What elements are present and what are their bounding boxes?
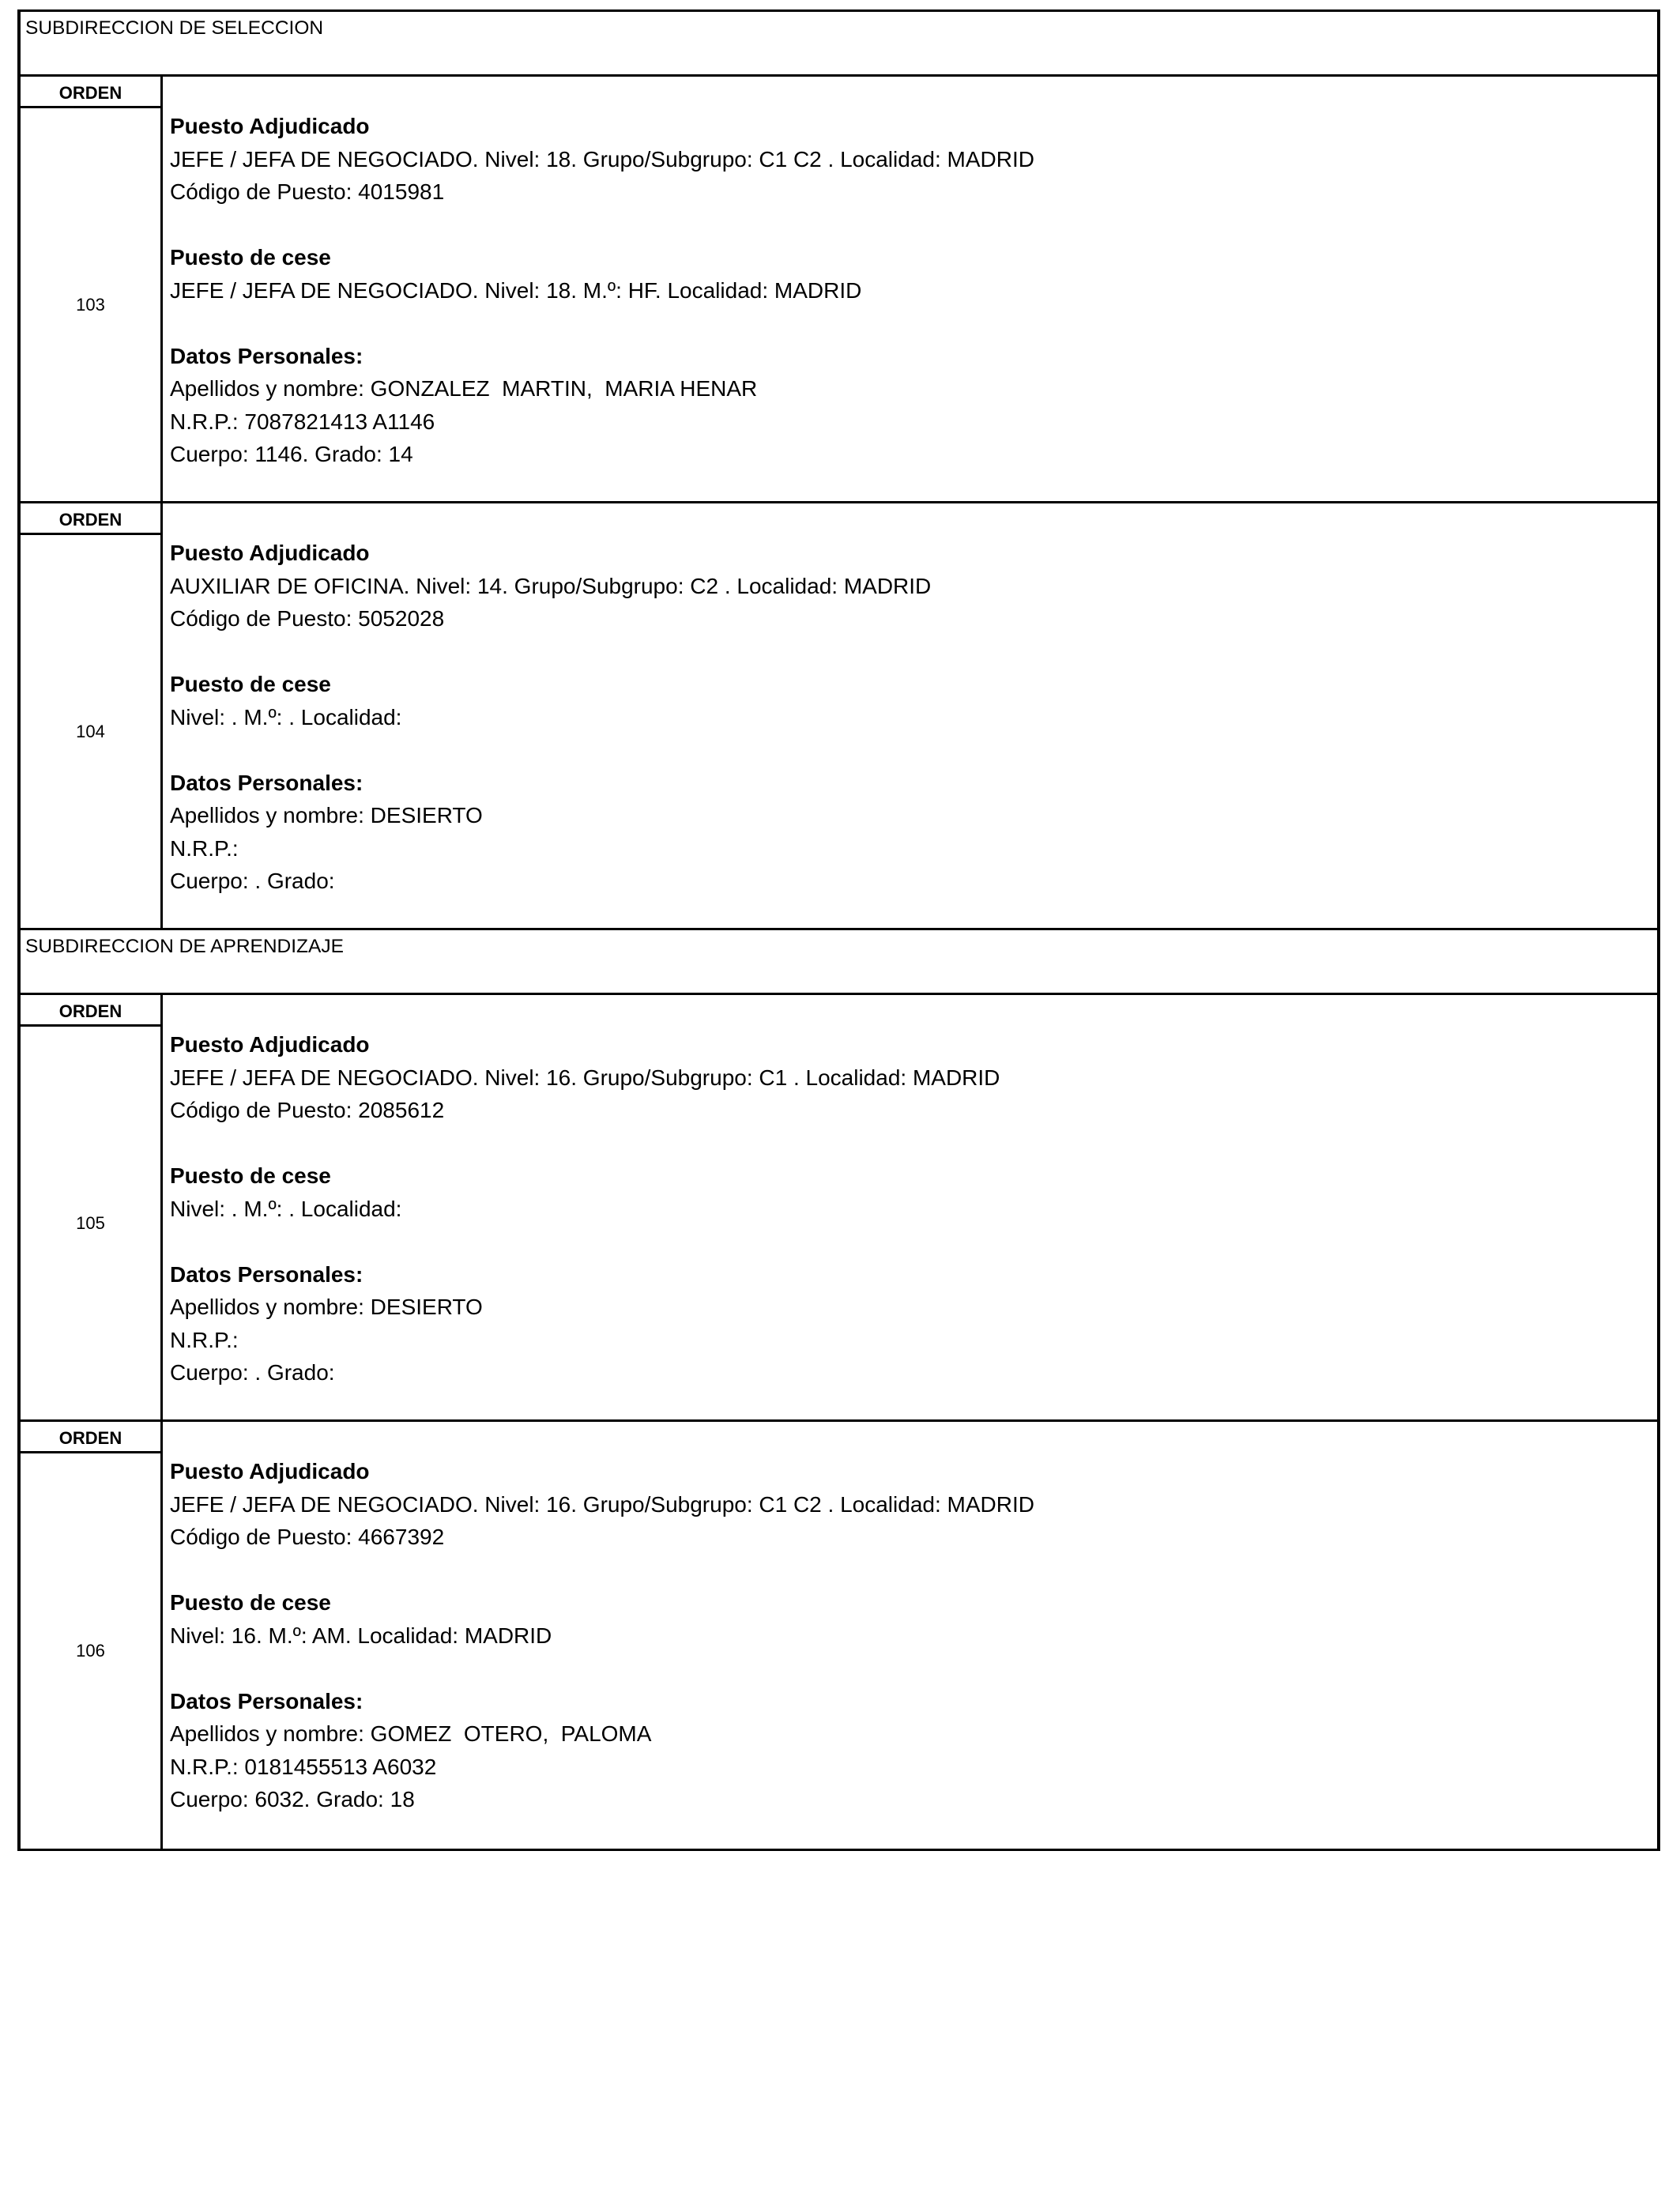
adjudicado-description: JEFE / JEFA DE NEGOCIADO. Nivel: 16. Grupo/Subgrupo: C1 . Localidad: MADRID xyxy=(170,1065,1000,1090)
cese-heading: Puesto de cese xyxy=(170,672,331,696)
orden-label: ORDEN xyxy=(21,77,160,108)
codigo-puesto: Código de Puesto: 4667392 xyxy=(170,1525,445,1549)
apellidos-nombre: Apellidos y nombre: GOMEZ OTERO, PALOMA xyxy=(170,1721,652,1746)
orden-cell xyxy=(21,503,163,928)
orden-label: ORDEN xyxy=(21,995,160,1027)
orden-cell xyxy=(21,77,163,501)
codigo-puesto: Código de Puesto: 5052028 xyxy=(170,606,445,631)
cese-description: Nivel: 16. M.º: AM. Localidad: MADRID xyxy=(170,1623,552,1648)
codigo-puesto: Código de Puesto: 2085612 xyxy=(170,1098,445,1122)
orden-cell xyxy=(21,995,163,1419)
cese-description: JEFE / JEFA DE NEGOCIADO. Nivel: 18. M.º: HF. Localidad: MADRID xyxy=(170,277,862,303)
nrp: N.R.P.: 0181455513 A6032 xyxy=(170,1754,437,1779)
table-row xyxy=(21,503,1657,930)
details-cell xyxy=(165,995,1657,1419)
nrp: N.R.P.: xyxy=(170,835,239,861)
details-cell xyxy=(165,1422,1657,1849)
orden-number: 106 xyxy=(76,1641,105,1661)
nrp: N.R.P.: xyxy=(170,1327,239,1352)
adjudicado-heading: Puesto Adjudicado xyxy=(170,1032,370,1057)
section-title: SUBDIRECCION DE APRENDIZAJE xyxy=(21,930,1657,995)
adjudicado-description: AUXILIAR DE OFICINA. Nivel: 14. Grupo/Subgrupo: C2 . Localidad: MADRID xyxy=(170,573,932,598)
adjudicado-heading: Puesto Adjudicado xyxy=(170,541,370,565)
orden-number: 105 xyxy=(76,1212,105,1233)
datos-heading: Datos Personales: xyxy=(170,770,363,795)
table-row xyxy=(21,1422,1657,1849)
cese-heading: Puesto de cese xyxy=(170,1163,331,1188)
datos-heading: Datos Personales: xyxy=(170,343,363,368)
adjudicado-heading: Puesto Adjudicado xyxy=(170,1459,370,1483)
cuerpo-grado: Cuerpo: . Grado: xyxy=(170,1360,335,1385)
cese-description: Nivel: . M.º: . Localidad: xyxy=(170,1196,402,1221)
cese-heading: Puesto de cese xyxy=(170,245,331,270)
adjudicado-description: JEFE / JEFA DE NEGOCIADO. Nivel: 18. Grupo/Subgrupo: C1 C2 . Localidad: MADRID xyxy=(170,146,1034,172)
details-cell xyxy=(165,77,1657,501)
codigo-puesto: Código de Puesto: 4015981 xyxy=(170,179,445,204)
orden-cell xyxy=(21,1422,163,1849)
nrp: N.R.P.: 7087821413 A1146 xyxy=(170,409,435,434)
adjudicado-description: JEFE / JEFA DE NEGOCIADO. Nivel: 16. Grupo/Subgrupo: C1 C2 . Localidad: MADRID xyxy=(170,1491,1034,1517)
orden-number: 104 xyxy=(76,721,105,741)
details-cell xyxy=(165,503,1657,928)
datos-heading: Datos Personales: xyxy=(170,1261,363,1287)
apellidos-nombre: Apellidos y nombre: DESIERTO xyxy=(170,803,483,827)
orden-number: 103 xyxy=(76,294,105,315)
section-title: SUBDIRECCION DE SELECCION xyxy=(21,12,1657,77)
adjudicado-heading: Puesto Adjudicado xyxy=(170,114,370,138)
apellidos-nombre: Apellidos y nombre: GONZALEZ MARTIN, MARIA HENAR xyxy=(170,376,758,401)
cese-description: Nivel: . M.º: . Localidad: xyxy=(170,704,402,729)
table-row xyxy=(21,995,1657,1422)
resolution-table xyxy=(17,9,1660,1851)
cuerpo-grado: Cuerpo: 1146. Grado: 14 xyxy=(170,442,413,466)
cese-heading: Puesto de cese xyxy=(170,1590,331,1615)
datos-heading: Datos Personales: xyxy=(170,1688,363,1713)
orden-label: ORDEN xyxy=(21,503,160,535)
apellidos-nombre: Apellidos y nombre: DESIERTO xyxy=(170,1295,483,1319)
cuerpo-grado: Cuerpo: . Grado: xyxy=(170,869,335,893)
table-row xyxy=(21,77,1657,503)
cuerpo-grado: Cuerpo: 6032. Grado: 18 xyxy=(170,1787,415,1811)
orden-label: ORDEN xyxy=(21,1422,160,1453)
